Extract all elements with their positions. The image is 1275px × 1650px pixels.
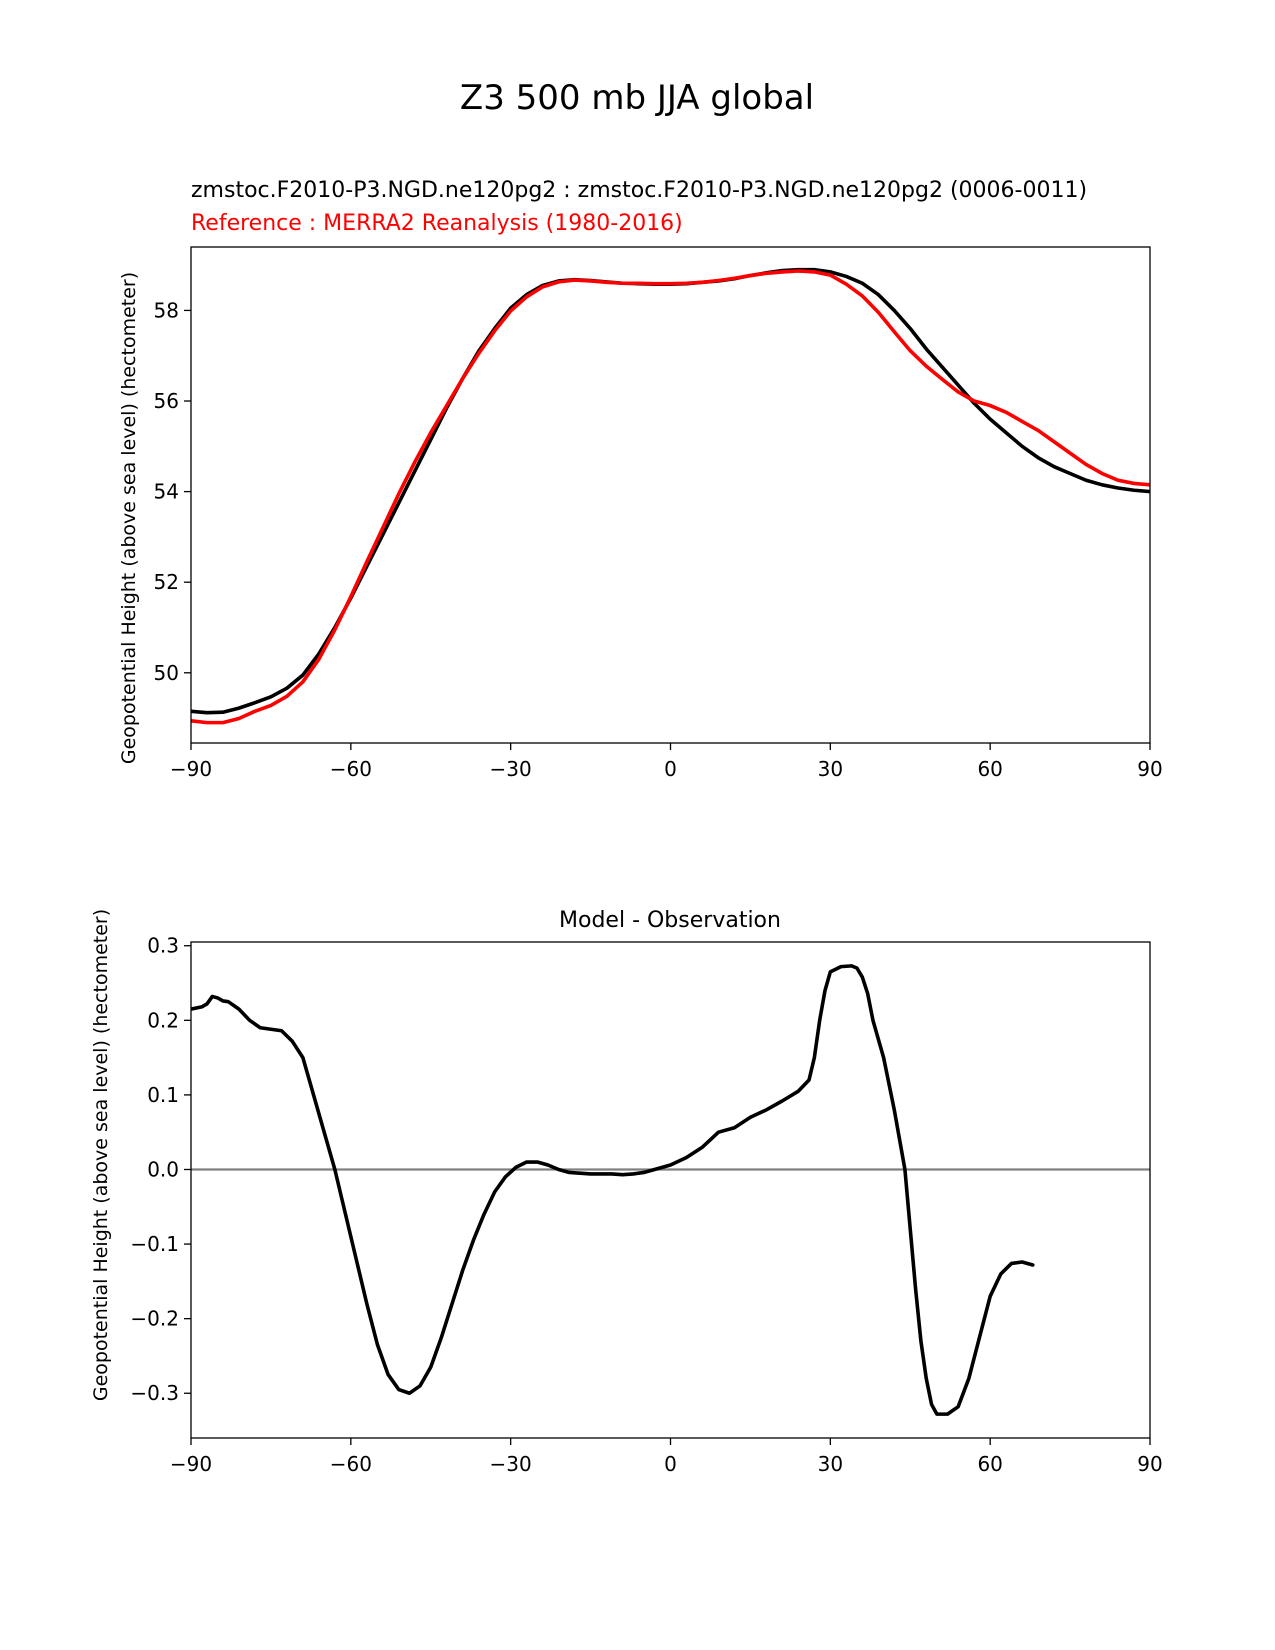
bottom-ytick-label: 0.2	[147, 1008, 179, 1033]
bottom-ytick-label: 0.3	[147, 933, 179, 958]
top-panel-title-line1: zmstoc.F2010-P3.NGD.ne120pg2 : zmstoc.F2010-P3.NGD.ne120pg2 (0006-0011)	[191, 178, 1088, 203]
top-xtick-label: −90	[169, 757, 213, 781]
top-xtick-label: 90	[1137, 757, 1163, 781]
bottom-xtick-label: 30	[817, 1452, 844, 1476]
top-xtick-label: 60	[977, 757, 1003, 781]
bottom-xtick-label: 60	[977, 1452, 1003, 1476]
bottom-ytick-label: −0.3	[130, 1381, 179, 1406]
bottom-xtick-label: −60	[329, 1452, 372, 1476]
top-panel-title-line2: Reference : MERRA2 Reanalysis (1980-2016)	[191, 211, 683, 236]
bottom-ytick-label: 0.0	[147, 1157, 179, 1182]
top-xtick-label: 0	[664, 757, 677, 781]
top-ytick-label: 56	[153, 389, 179, 414]
bottom-ytick-label: 0.1	[147, 1082, 179, 1107]
bottom-ytick-label: −0.2	[130, 1306, 179, 1331]
bottom-xtick-label: −30	[489, 1452, 532, 1476]
figure-title: Z3 500 mb JJA global	[459, 78, 815, 118]
top-xtick-label: −60	[329, 757, 372, 781]
bottom-panel-title: Model - Observation	[559, 908, 781, 933]
top-ytick-label: 50	[153, 660, 179, 685]
top-xtick-label: 30	[817, 757, 844, 781]
top-ytick-label: 58	[153, 298, 179, 323]
top-xtick-label: −30	[489, 757, 532, 781]
top-ytick-label: 54	[153, 479, 179, 504]
bottom-panel-ylabel: Geopotential Height (above sea level) (hectometer)	[90, 908, 112, 1402]
top-panel-ylabel: Geopotential Height (above sea level) (hectometer)	[118, 271, 140, 765]
bottom-xtick-label: −90	[169, 1452, 213, 1476]
top-ytick-label: 52	[153, 570, 179, 595]
bottom-xtick-label: 90	[1137, 1452, 1163, 1476]
bottom-ytick-label: −0.1	[130, 1232, 179, 1257]
bottom-xtick-label: 0	[664, 1452, 677, 1476]
